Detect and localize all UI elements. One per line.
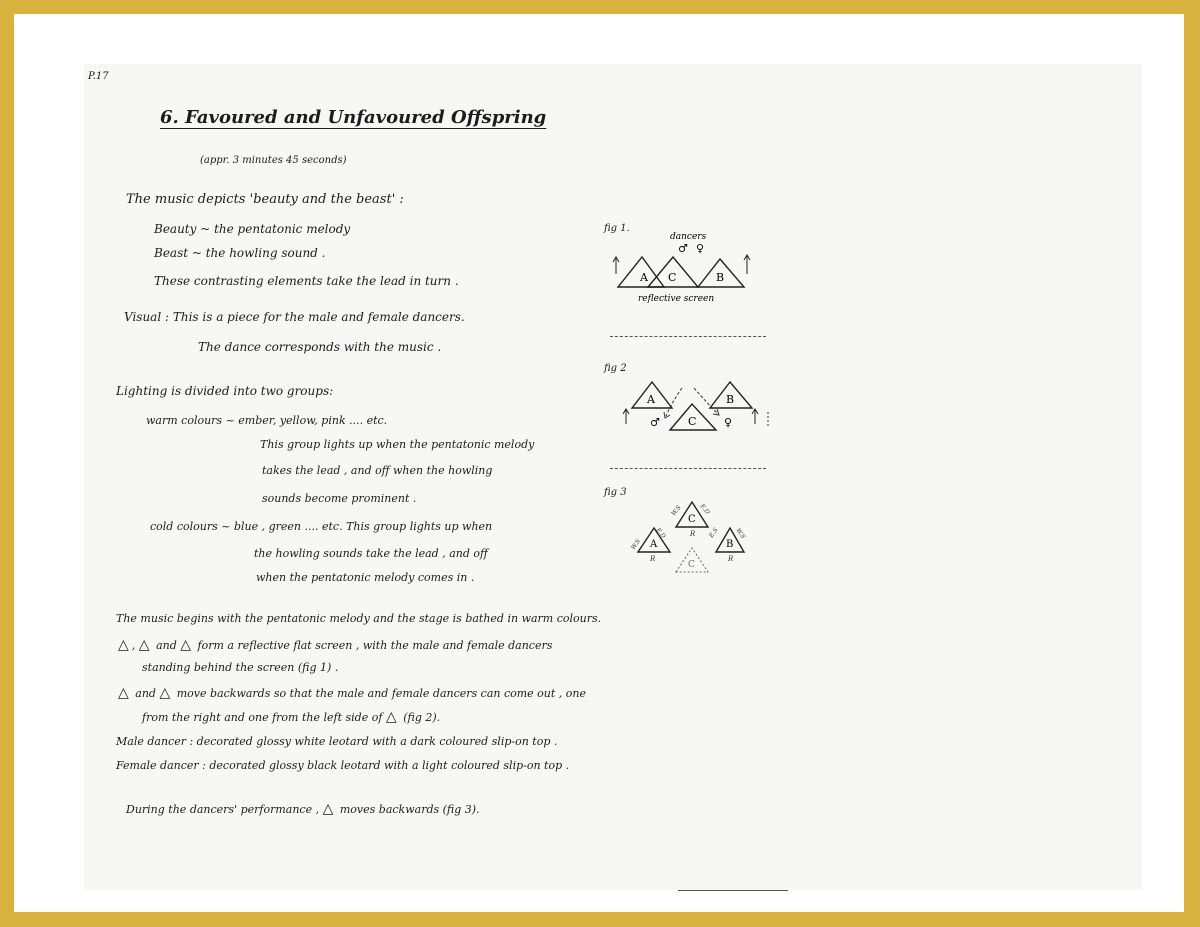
es-mark: E.S: [707, 526, 720, 540]
panel-a-triangle-icon: △: [118, 685, 129, 701]
panel-c-label: C: [688, 415, 697, 428]
ws-mark: W.S: [670, 504, 683, 518]
body-paragraph-2a: △ , △ and △ form a reflective flat screen , with the male and female dancers: [118, 637, 553, 653]
cold-line-2: the howling sounds take the lead , and off: [254, 547, 488, 560]
fig1-label: fig 1.: [604, 223, 630, 234]
body-paragraph-3a: [118, 686, 586, 700]
fig1-dancers-label: dancers: [670, 232, 707, 242]
handwritten-page: [84, 64, 1142, 890]
panel-c-label: C: [688, 514, 696, 525]
fig3-diagram: [620, 494, 760, 574]
body-p6-tail: moves backwards (fig 3).: [339, 803, 480, 816]
male-symbol-icon: ♂: [650, 416, 660, 429]
ed-mark: E.D: [698, 502, 711, 516]
female-symbol-icon: ♀: [696, 242, 705, 255]
fig2-diagram: [612, 374, 772, 438]
fig1-diagram: [604, 223, 774, 310]
panel-c-triangle-icon: △: [385, 709, 397, 725]
figure-divider: [610, 336, 766, 337]
warm-line-3: sounds become prominent .: [262, 492, 417, 505]
body-p3b-tail: (fig 2).: [403, 711, 441, 724]
fig2-label: fig 2: [604, 363, 627, 374]
dashed-path-arrow: [666, 388, 682, 416]
female-dancer-costume: Female dancer : decorated glossy black leotard with a light coloured slip-on top .: [116, 759, 570, 772]
ws-mark: W.S: [734, 527, 747, 541]
r-mark: R: [690, 530, 696, 538]
body-p2-and: and: [156, 639, 177, 652]
panel-a-triangle-icon: △: [118, 637, 129, 653]
cold-line-3: when the pentatonic melody comes in .: [256, 571, 475, 584]
panel-b-label: B: [726, 393, 735, 406]
ed-mark: E.D: [654, 526, 667, 540]
panel-c-label: C: [668, 271, 677, 284]
intro-beauty: Beauty ~ the pentatonic melody: [154, 222, 351, 236]
panel-c-ghost-label: C: [688, 560, 695, 570]
body-paragraph-6: [126, 802, 480, 816]
panel-b-label: B: [716, 271, 725, 284]
intro-beast: Beast ~ the howling sound .: [154, 246, 326, 260]
body-p3b-text: from the right and one from the left side of: [142, 711, 383, 724]
panel-b-triangle-icon: △: [138, 637, 150, 653]
panel-b-label: B: [726, 539, 734, 550]
visual-line-2: The dance corresponds with the music .: [198, 340, 442, 354]
bottom-rule: [678, 890, 788, 891]
cold-colours-label: cold colours ~ blue , green .... etc. This group lights up when: [150, 520, 493, 533]
body-p3-text: move backwards so that the male and female dancers can come out , one: [176, 687, 587, 700]
duration: (appr. 3 minutes 45 seconds): [200, 155, 347, 166]
lighting-heading: Lighting is divided into two groups:: [116, 384, 334, 398]
panel-c-triangle-icon: △: [322, 801, 334, 817]
intro-contrast: These contrasting elements take the lead in turn .: [154, 274, 459, 288]
panel-c-triangle-icon: △: [180, 637, 192, 653]
visual-line-1: Visual : This is a piece for the male and female dancers.: [124, 310, 465, 324]
figure-divider: [610, 468, 766, 469]
warm-line-2: takes the lead , and off when the howling: [262, 464, 493, 477]
body-paragraph-3b: [142, 710, 440, 724]
body-p2-and: and: [135, 687, 156, 700]
warm-line-1: This group lights up when the pentatonic melody: [260, 438, 535, 451]
body-p6-text: During the dancers' performance ,: [126, 803, 320, 816]
fig3-label: fig 3: [604, 487, 627, 498]
page-frame: [14, 14, 1184, 912]
male-symbol-icon: ♂: [678, 242, 688, 255]
r-mark: R: [650, 555, 656, 563]
female-symbol-icon: ♀: [724, 416, 733, 429]
panel-b-triangle-icon: △: [159, 685, 171, 701]
page-title: 6. Favoured and Unfavoured Offspring: [160, 107, 547, 128]
body-paragraph-2b: standing behind the screen (fig 1) .: [142, 661, 339, 674]
body-paragraph-1: The music begins with the pentatonic melody and the stage is bathed in warm colours.: [116, 612, 602, 625]
panel-a-label: A: [647, 393, 655, 406]
panel-a-label: A: [640, 271, 648, 284]
male-dancer-costume: Male dancer : decorated glossy white leotard with a dark coloured slip-on top .: [116, 735, 558, 748]
intro-heading: The music depicts 'beauty and the beast' :: [126, 192, 404, 207]
r-mark: R: [728, 555, 734, 563]
page-number: P.17: [88, 71, 109, 82]
panel-a-label: A: [650, 539, 658, 550]
body-p2-text: form a reflective flat screen , with the male and female dancers: [197, 639, 553, 652]
fig1-screen-label: reflective screen: [638, 294, 715, 304]
warm-colours-label: warm colours ~ ember, yellow, pink .... etc.: [146, 414, 388, 427]
ws-mark: W.S: [629, 538, 643, 552]
